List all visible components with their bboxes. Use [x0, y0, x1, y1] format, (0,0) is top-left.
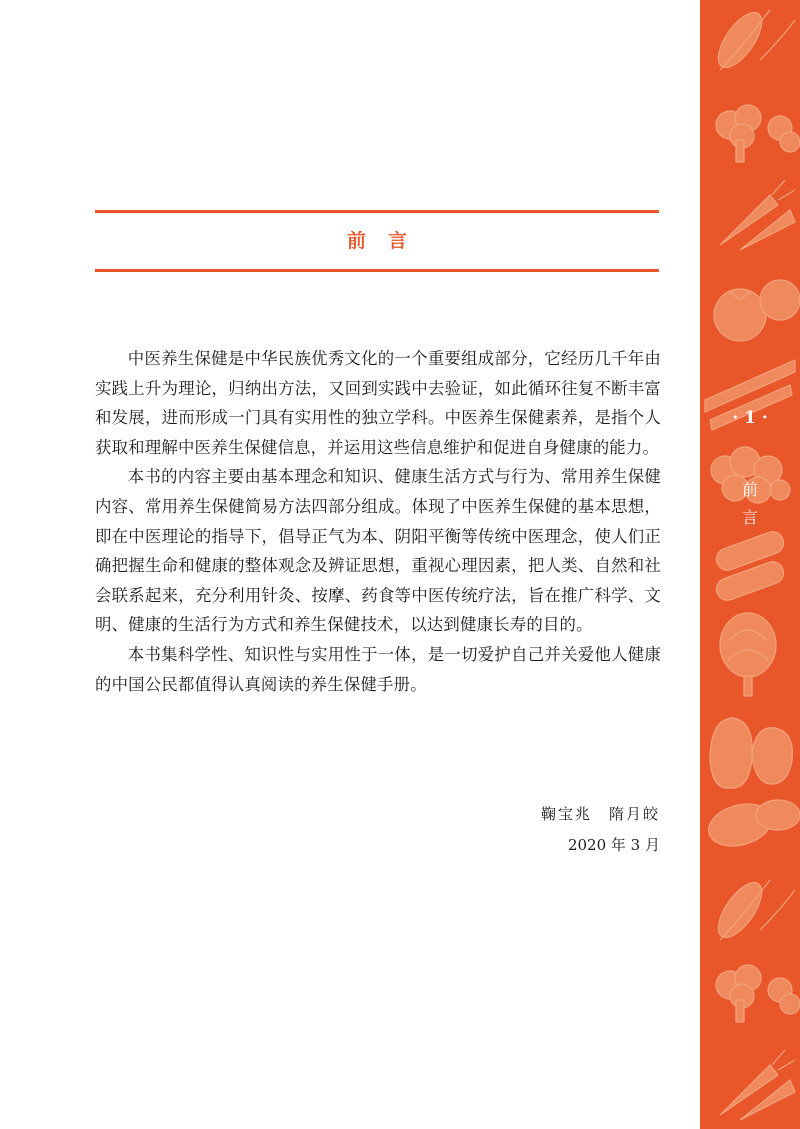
tomato-icon [714, 280, 800, 341]
title-rule-bottom [95, 269, 659, 272]
preface-body [95, 344, 661, 699]
cucumber-icon [713, 529, 786, 604]
broccoli-icon [716, 965, 800, 1022]
page-title: 前言 [346, 230, 429, 252]
title-rule-top [95, 210, 659, 213]
vegetable-pattern [700, 0, 800, 1129]
section-label-char: 前 [741, 480, 758, 499]
artichoke-icon [720, 613, 776, 696]
preface-date: 2020 年 3 月 [567, 836, 660, 854]
vegetable-side-band [700, 0, 800, 1129]
broccoli-icon [716, 105, 800, 162]
paragraph-2: 本书的内容主要由基本理念和知识、健康生活方式与行为、常用养生保健内容、常用养生保健简易方法四部分组成。体现了中医养生保健的基本思想，即在中医理论的指导下，倡导正气为本、阴阳平衡等传统中医理念，使人们正确把握生命和健康的整体观念及辨证思想，重视心理因素，把人类、自然和社会联系起来，充分利用针灸、按摩、药食等中医传统疗法，旨在推广科学、文明、健康的生活行为方式和养生保健技术，以达到健康长寿的目的。 [95, 467, 661, 635]
section-label [700, 476, 800, 532]
carrot-icon [720, 1050, 795, 1120]
carrot-icon [720, 180, 795, 250]
potato-icon [704, 797, 800, 852]
pepper-icon [710, 718, 792, 788]
corn-icon [710, 6, 795, 74]
paragraph-1: 中医养生保健是中华民族优秀文化的一个重要组成部分，它经历几千年由实践上升为理论，归纳出方法，又回到实践中去验证，如此循环往复不断丰富和发展，进而形成一门具有实用性的独立学科。中医养生保健素养，是指个人获取和理解中医养生保健信息，并运用这些信息维护和促进自身健康的能力。 [95, 349, 661, 457]
section-label-char: 言 [741, 508, 758, 527]
author-names: 鞠宝兆 隋月皎 [540, 805, 660, 823]
corn-icon [710, 876, 795, 944]
page-number: · 1 · [732, 408, 768, 428]
paragraph-3: 本书集科学性、知识性与实用性于一体，是一切爱护自己并关爱他人健康的中国公民都值得认真阅读的养生保健手册。 [95, 644, 661, 694]
